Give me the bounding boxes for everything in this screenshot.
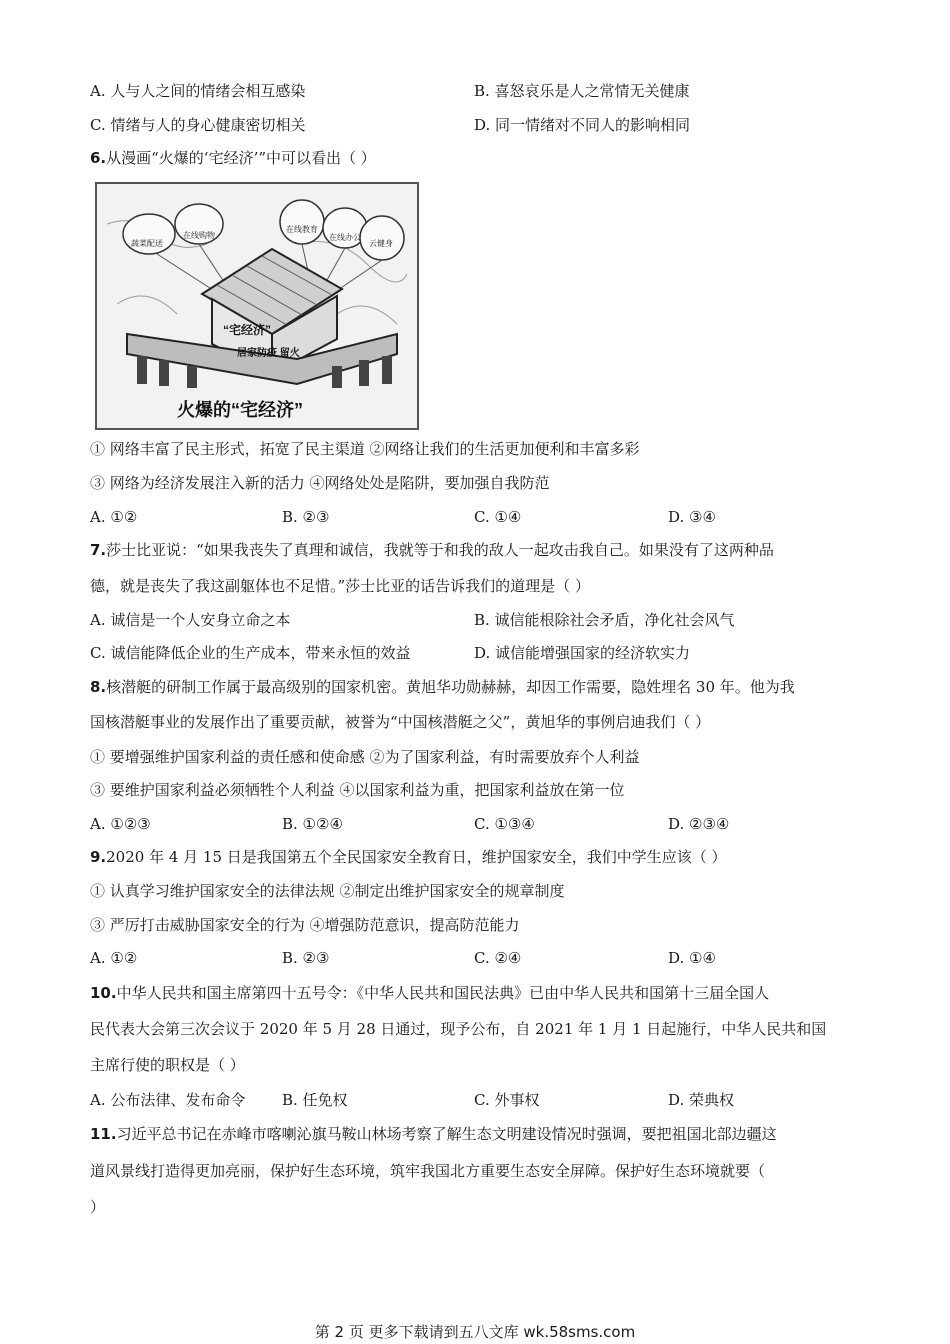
q7-stem bbox=[90, 540, 774, 560]
q9-stem bbox=[90, 847, 727, 867]
q10-option-b: B. 任免权 bbox=[282, 1091, 348, 1109]
q8-statement-1-2: ① 要增强维护国家利益的责任感和使命感 ②为了国家利益，有时需要放弃个人利益 bbox=[90, 748, 640, 766]
bubble-2-label: 在线购物 bbox=[183, 231, 215, 240]
q7-option-a: A. 诚信是一个人安身立命之本 bbox=[90, 611, 291, 629]
roof-label: “宅经济” bbox=[223, 323, 272, 337]
q9-option-c: C. ②④ bbox=[474, 949, 522, 967]
q11-stem-line-1: 习近平总书记在赤峰市喀喇沁旗马鞍山林场考察了解生态文明建设情况时强调，要把祖国北部边疆这 bbox=[116, 1125, 777, 1143]
q8-number: 8. bbox=[90, 678, 107, 696]
q5-option-a: A. 人与人之间的情绪会相互感染 bbox=[90, 82, 306, 100]
q5-option-b: B. 喜怒哀乐是人之常情无关健康 bbox=[474, 82, 690, 100]
q7-option-b: B. 诚信能根除社会矛盾，净化社会风气 bbox=[474, 611, 735, 629]
q6-option-b: B. ②③ bbox=[282, 508, 330, 526]
q6-option-a: A. ①② bbox=[90, 508, 138, 526]
q9-statement-1-2: ① 认真学习维护国家安全的法律法规 ②制定出维护国家安全的规章制度 bbox=[90, 882, 565, 900]
q10-stem-line-1: 中华人民共和国主席第四十五号令：《中华人民共和国民法典》已由中华人民共和国第十三届全国人 bbox=[116, 984, 770, 1002]
q8-option-b: B. ①②④ bbox=[282, 815, 343, 833]
q8-stem-line-1: 核潜艇的研制工作属于最高级别的国家机密。黄旭华功勋赫赫，却因工作需要，隐姓埋名 30 年。他为我 bbox=[106, 678, 795, 696]
q10-stem-line-2: 民代表大会第三次会议于 2020 年 5 月 28 日通过，现予公布，自 2021 年 1 月 1 日起施行，中华人民共和国 bbox=[90, 1020, 827, 1038]
bubble-4-label: 在线办公 bbox=[329, 233, 361, 242]
q7-number: 7. bbox=[90, 541, 107, 559]
q10-option-c: C. 外事权 bbox=[474, 1091, 540, 1109]
q9-stem-text: 2020 年 4 月 15 日是我国第五个全民国家安全教育日，维护国家安全，我们中学生应该（ ） bbox=[106, 848, 727, 866]
q8-statement-3-4: ③ 要维护国家利益必须牺牲个人利益 ④以国家利益为重，把国家利益放在第一位 bbox=[90, 781, 625, 799]
q10-number: 10. bbox=[90, 984, 117, 1002]
q7-option-d: D. 诚信能增强国家的经济软实力 bbox=[474, 644, 691, 662]
q8-option-c: C. ①③④ bbox=[474, 815, 535, 833]
q6-option-c: C. ①④ bbox=[474, 508, 522, 526]
q6-stem-text: 从漫画“火爆的‘宅经济’”中可以看出（ ） bbox=[106, 149, 376, 167]
cartoon-drawing bbox=[97, 184, 417, 428]
q8-option-d: D. ②③④ bbox=[668, 815, 730, 833]
q10-stem-line-3: 主席行使的职权是（ ） bbox=[90, 1056, 245, 1074]
q5-option-c: C. 情绪与人的身心健康密切相关 bbox=[90, 116, 306, 134]
q11-stem-line-2: 道风景线打造得更加亮丽，保护好生态环境，筑牢我国北方重要生态安全屏障。保护好生态环境就要（ bbox=[90, 1162, 766, 1180]
base-label: 居家防疫 留火 bbox=[237, 348, 300, 359]
q7-stem-line-2: 德，就是丧失了我这副躯体也不足惜。”莎士比亚的话告诉我们的道理是（ ） bbox=[90, 577, 590, 595]
q6-stem bbox=[90, 148, 376, 168]
q11-number: 11. bbox=[90, 1125, 117, 1143]
q7-stem-line-1: 莎士比亚说：“如果我丧失了真理和诚信，我就等于和我的敌人一起攻击我自己。如果没有了这两种品 bbox=[106, 541, 774, 559]
q9-option-b: B. ②③ bbox=[282, 949, 330, 967]
q10-option-a: A. 公布法律、发布命令 bbox=[90, 1091, 246, 1109]
q6-option-d: D. ③④ bbox=[668, 508, 716, 526]
cartoon-caption: 火爆的“宅经济” bbox=[177, 400, 303, 420]
q5-option-d: D. 同一情绪对不同人的影响相同 bbox=[474, 116, 691, 134]
q11-stem-line-3: ） bbox=[90, 1198, 106, 1216]
q9-option-d: D. ①④ bbox=[668, 949, 716, 967]
q6-cartoon bbox=[95, 182, 419, 430]
q8-stem-line-2: 国核潜艇事业的发展作出了重要贡献，被誉为“中国核潜艇之父”，黄旭华的事例启迪我们（ ） bbox=[90, 713, 711, 731]
q7-option-c: C. 诚信能降低企业的生产成本，带来永恒的效益 bbox=[90, 644, 411, 662]
q8-option-a: A. ①②③ bbox=[90, 815, 151, 833]
q6-statement-3-4: ③ 网络为经济发展注入新的活力 ④网络处处是陷阱，要加强自我防范 bbox=[90, 474, 550, 492]
bubble-5-label: 云健身 bbox=[369, 239, 393, 248]
q6-statement-1-2: ① 网络丰富了民主形式，拓宽了民主渠道 ②网络让我们的生活更加便利和丰富多彩 bbox=[90, 440, 640, 458]
q9-option-a: A. ①② bbox=[90, 949, 138, 967]
q8-stem bbox=[90, 677, 795, 697]
bubble-3-label: 在线教育 bbox=[286, 225, 318, 234]
q11-stem bbox=[90, 1124, 777, 1144]
q10-stem bbox=[90, 983, 769, 1003]
q9-statement-3-4: ③ 严厉打击威胁国家安全的行为 ④增强防范意识，提高防范能力 bbox=[90, 916, 520, 934]
q6-number: 6. bbox=[90, 149, 107, 167]
page-footer: 第 2 页 更多下载请到五八文库 wk.58sms.com bbox=[314, 1323, 636, 1341]
q9-number: 9. bbox=[90, 848, 107, 866]
q10-option-d: D. 荣典权 bbox=[668, 1091, 735, 1109]
bubble-1-label: 蔬菜配送 bbox=[131, 239, 163, 248]
